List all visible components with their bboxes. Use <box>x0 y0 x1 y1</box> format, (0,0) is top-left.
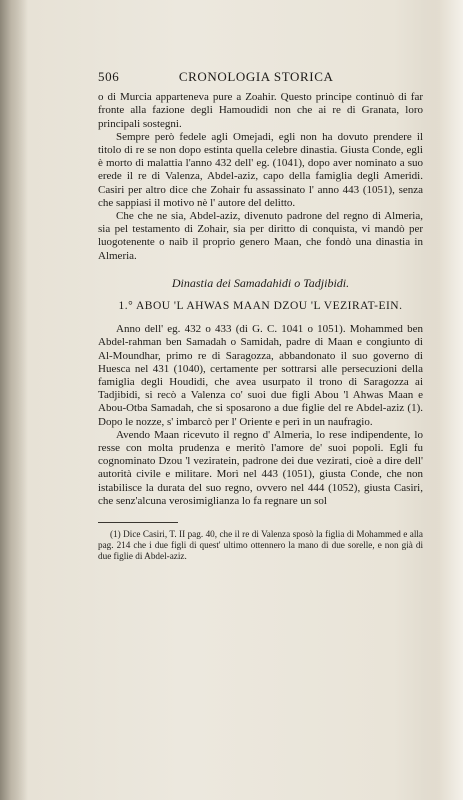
gutter-shadow <box>0 0 28 800</box>
running-head <box>98 70 423 83</box>
page-number: 506 <box>98 69 120 84</box>
paragraph: Che che ne sia, Abdel-aziz, divenuto padrone del regno di Almeria, sia pel testamento di Zohair, sia per diritto di conquista, vi mandò per luogotenente o naib il proprio genero Maan, che fondò una dinastia in Almeria. <box>98 210 423 262</box>
page-edge <box>423 0 463 800</box>
paragraph-continuation: o di Murcia apparteneva pure a Zoahir. Questo principe continuò di far fronte alla fazione degli Hamoudidi non che ai re di Granata, loro principali sostegni. <box>98 91 423 130</box>
paragraph: Sempre però fedele agli Omejadi, egli non ha dovuto prendere il titolo di re se non dopo estinta quella celebre dinastia. Giusta Conde, egli è morto di malattia l'anno 432 dell' eg. (1041), dopo aver nominato a suo erede il re di Valenza, Abdel-aziz, capo della famiglia degli Ameridi. Casiri per altro dice che Zohair fu assassinato l' anno 443 (1051), senza che sappiasi il motivo nè l' autore del delitto. <box>98 130 423 209</box>
footnote: (1) Dice Casiri, T. II pag. 40, che il re di Valenza sposò la figlia di Mohammed e alla pag. 214 che i due figli di quest' ultimo ottennero la mano di due sorelle, e non già di due figlie di Abdel-aziz. <box>98 529 423 562</box>
paragraph: Avendo Maan ricevuto il regno d' Almeria, lo rese indipendente, lo resse con molta prudenza e meritò l'amore de' suoi popoli. Egli fu cognominato Dzou 'l veziratein, padrone dei due vezirati, cioè a dire dell' autorità civile e militare. Morì nel 443 (1051), giusta Conde, che non istabilisce la durata del suo regno, ovvero nel 444 (1052), giusta Casiri, che senz'alcuna verosimiglianza lo fa regnare un sol <box>98 428 423 507</box>
paragraph: Anno dell' eg. 432 o 433 (di G. C. 1041 o 1051). Mohammed ben Abdel-rahman ben Samadah o Samidah, padre di Maan e congiunto di Al-Moundhar, primo re di Saragozza, abbandonato il suo governo di Huesca nel 431 (1040), certamente per sottrarsi alle persecuzioni della famiglia degli Houdidi, che avea usurpato il trono di Saragozza ai Tadjibidi, si recò a Valenza co' suoi due figli Abou 'l Ahwas Maan e Abou-Otba Samadah, che si sposarono a due figlie del re Abdel-aziz (1). Dopo le nozze, s' imbarcò per l' Oriente e perì in un naufragio. <box>98 323 423 428</box>
running-title: CRONOLOGIA STORICA <box>178 69 334 84</box>
entry-heading: 1.° ABOU 'L AHWAS MAAN DZOU 'L VEZIRAT-EIN. <box>118 300 403 313</box>
footnote-rule <box>98 522 178 523</box>
section-title: Dinastia dei Samadahidi o Tadjibidi. <box>171 275 350 290</box>
text-block <box>98 70 423 562</box>
